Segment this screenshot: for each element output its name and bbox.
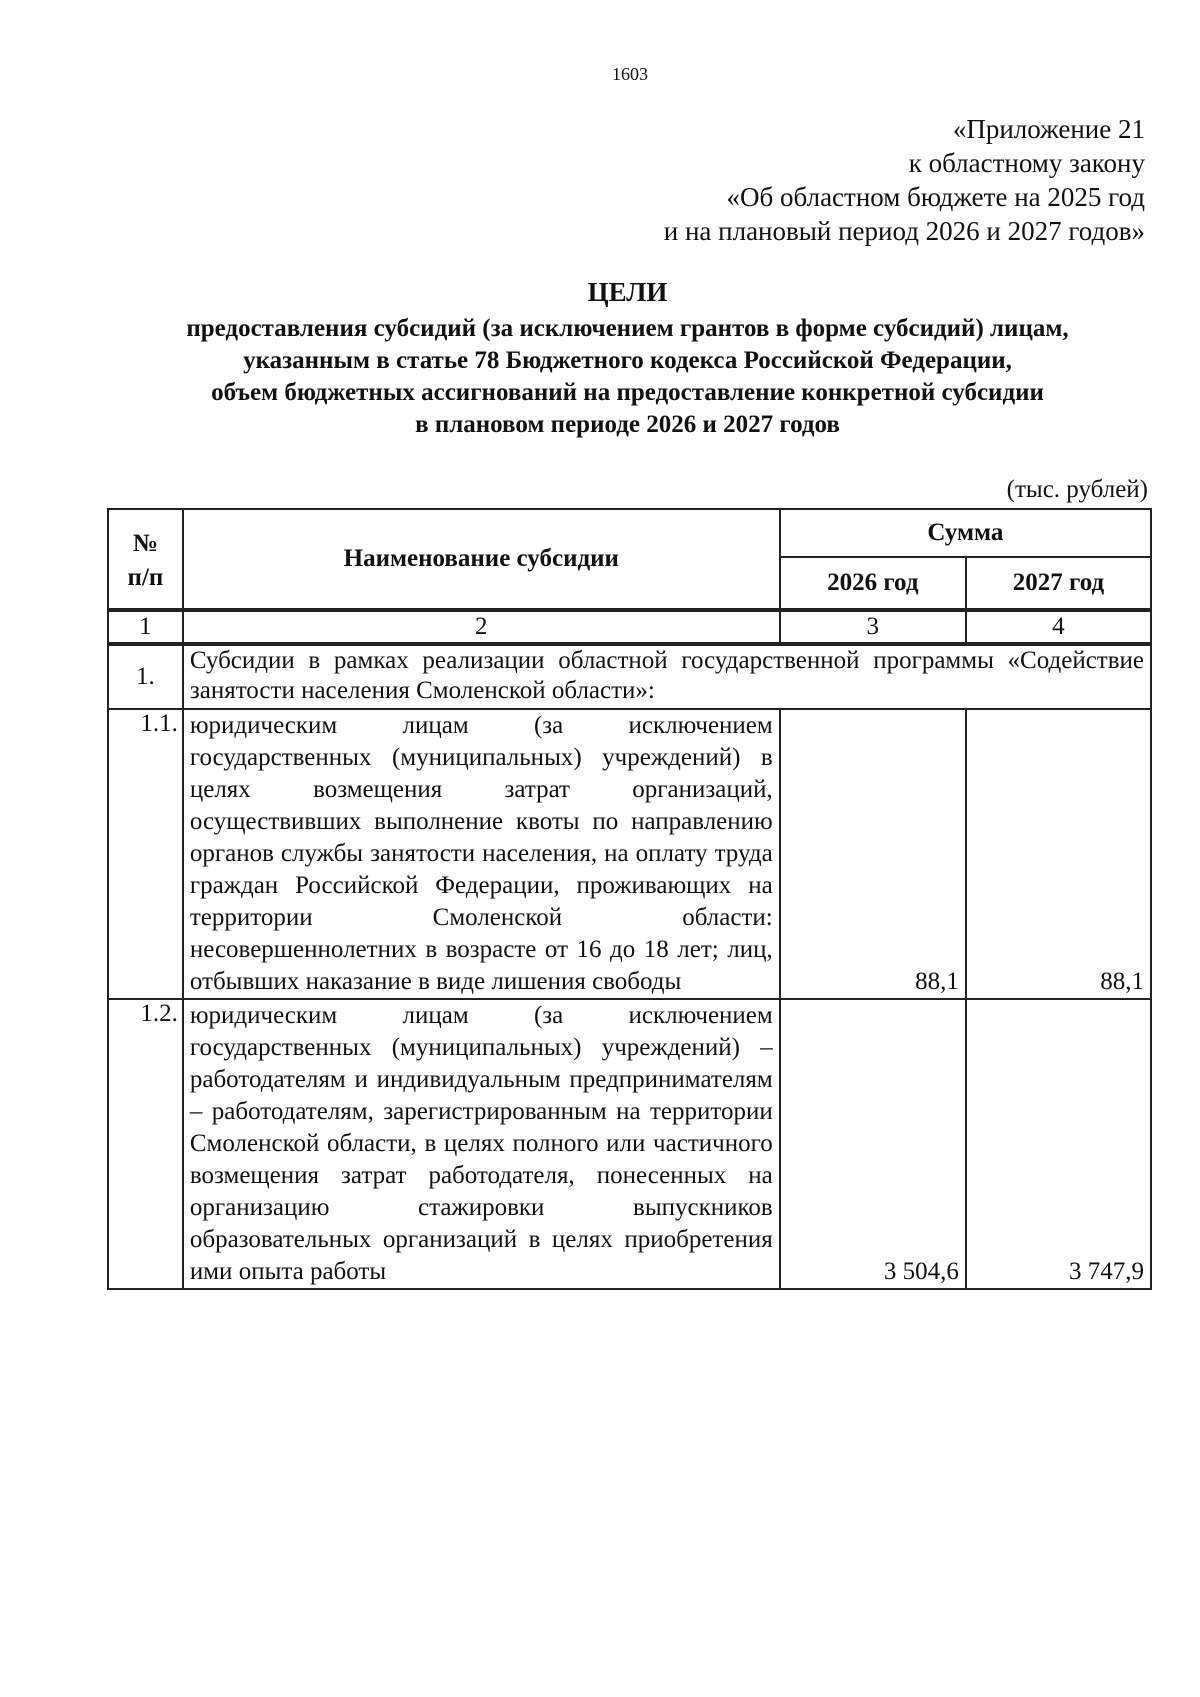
appendix-line: «Об областном бюджете на 2025 год [726,182,1145,212]
table-row [108,709,1151,999]
appendix-line: и на плановый период 2026 и 2027 годов» [663,216,1145,246]
header-number-abbr: п/п [127,564,164,591]
appendix-reference [664,112,1145,248]
appendix-line: «Приложение 21 [952,114,1145,144]
column-number: 2 [183,611,780,643]
amount-2027: 88,1 [966,709,1151,999]
header-subsidy-name: Наименование субсидии [183,509,780,609]
row-number: 1. [108,645,183,709]
document-title [100,275,1155,441]
header-year-2026: 2026 год [780,557,966,609]
title-line: в плановом периоде 2026 и 2027 годов [415,411,840,438]
column-number: 4 [966,611,1151,643]
subsidies-table [107,508,1152,1290]
subsidy-description: юридическим лицам (за исключением государственных (муниципальных) учреждений) в целях возмещения затрат организаций, осуществивших выполнение квоты по направлению органов службы занятости населения, на оплату труда граждан Российской Федерации, проживающих на территории Смоленской области: несовершеннолетних в возрасте от 16 до 18 лет; лиц, отбывших наказание в виде лишения свободы [183,709,780,999]
header-year-2027: 2027 год [966,557,1151,609]
column-number: 3 [780,611,966,643]
header-number-symbol: № [132,530,158,557]
amount-2026: 88,1 [780,709,966,999]
page-number: 1603 [612,64,648,84]
subsidy-description: юридическим лицам (за исключением государственных (муниципальных) учреждений) – работодателям и индивидуальным предпринимателям – работодателям, зарегистрированным на территории Смоленской области, в целях полного или частичного возмещения затрат работодателя, понесенных на организацию стажировки выпускников образовательных организаций в целях приобретения ими опыта работы [183,999,780,1289]
title-line: указанным в статье 78 Бюджетного кодекса Российской Федерации, [243,347,1012,374]
row-number: 1.2. [108,999,183,1289]
row-number: 1.1. [108,709,183,999]
table-row [108,999,1151,1289]
column-numbers-row [108,611,1151,643]
title-main: ЦЕЛИ [587,277,668,307]
column-number: 1 [108,611,183,643]
header-sum: Сумма [780,509,1151,557]
table-row-section [108,645,1151,709]
amount-2027: 3 747,9 [966,999,1151,1289]
unit-note: (тыс. рублей) [1006,476,1148,503]
title-line: предоставления субсидий (за исключением грантов в форме субсидий) лицам, [186,315,1069,342]
header-number [108,509,183,609]
section-text: Субсидии в рамках реализации областной государственной программы «Содействие занятости населения Смоленской области»: [183,645,1151,709]
appendix-line: к областному закону [908,148,1145,178]
amount-2026: 3 504,6 [780,999,966,1289]
title-line: объем бюджетных ассигнований на предоставление конкретной субсидии [211,379,1044,406]
